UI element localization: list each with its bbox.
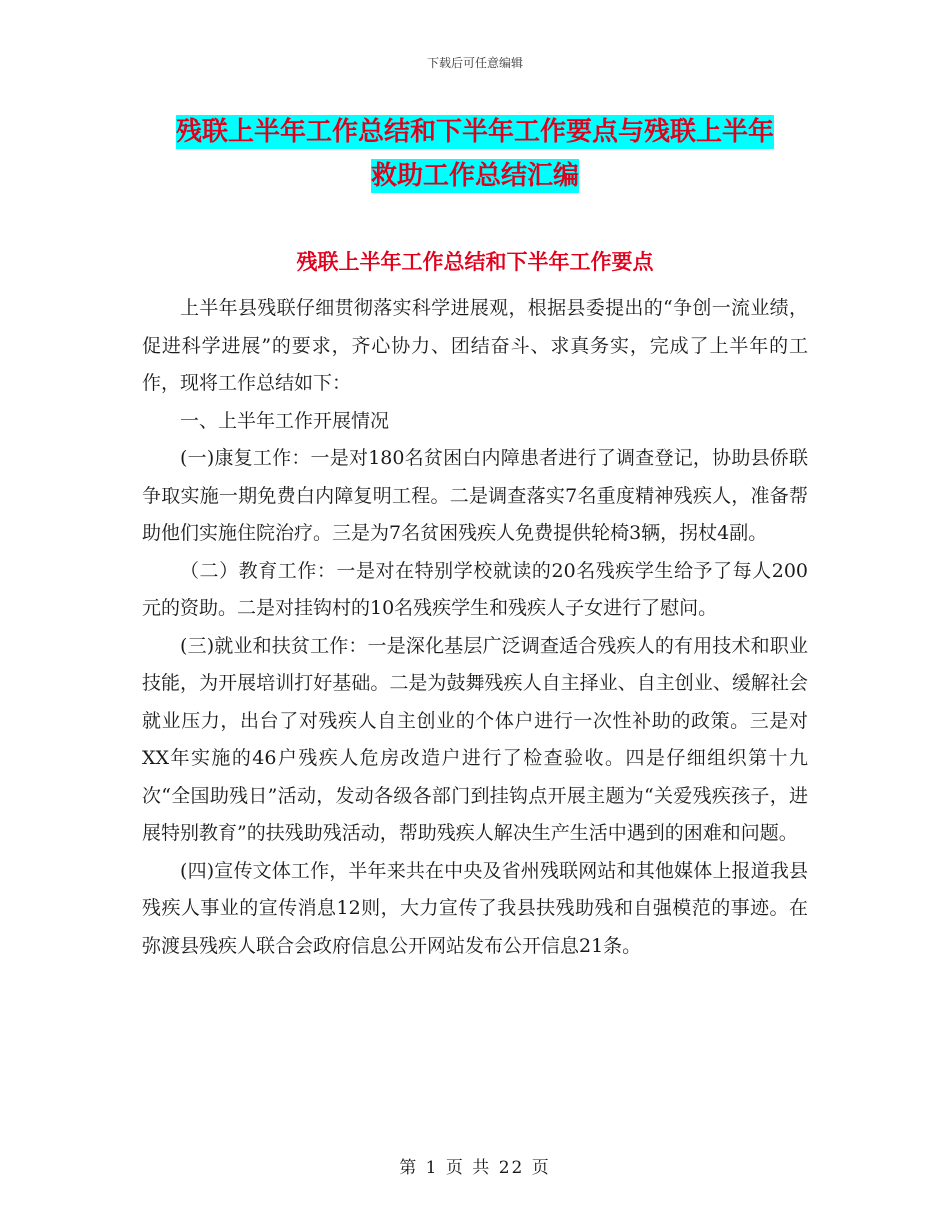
section-title: 残联上半年工作总结和下半年工作要点 — [296, 250, 654, 274]
paragraph-employment: (三)就业和扶贫工作：一是深化基层广泛调查适合残疾人的有用技术和职业技能，为开展培训打好基础。二是为鼓舞残疾人自主择业、自主创业、缓解社会就业压力，出台了对残疾人自主创业的个体户进行一次性补助的政策。三是对XX年实施的46户残疾人危房改造户进行了检查验收。四是仔细组织第十九次“全国助残日”活动，发动各级各部门到挂钩点开展主题为“关爱残疾孩子，进展特别教育”的扶残助残活动，帮助残疾人解决生产生活中遇到的困难和问题。 — [142, 634, 808, 844]
paragraph-education: （二）教育工作：一是对在特别学校就读的20名残疾学生给予了每人200元的资助。二是对挂钩村的10名残疾学生和残疾人子女进行了慰问。 — [142, 559, 808, 619]
paragraph-rehabilitation: (一)康复工作：一是对180名贫困白内障患者进行了调查登记，协助县侨联争取实施一期免费白内障复明工程。二是调查落实7名重度精神残疾人，准备帮助他们实施住院治疗。三是为7名贫困残疾人免费提供轮椅3辆，拐杖4副。 — [142, 447, 808, 544]
document-body — [142, 290, 808, 965]
paragraph-section-heading: 一、上半年工作开展情况 — [180, 409, 390, 432]
paragraph-publicity: (四)宣传文体工作，半年来共在中央及省州残联网站和其他媒体上报道我县残疾人事业的宣传消息12则，大力宣传了我县扶残助残和自强模范的事迹。在弥渡县残疾人联合会政府信息公开网站发布公开信息21条。 — [142, 859, 808, 957]
document-main-title — [0, 110, 950, 198]
main-title-line-2: 救助工作总结汇编 — [370, 161, 579, 191]
header-note: 下载后可任意编辑 — [426, 56, 523, 70]
page-footer: 第 1 页 共 22 页 — [399, 1158, 551, 1178]
main-title-line-1: 残联上半年工作总结和下半年工作要点与残联上半年 — [175, 117, 774, 147]
paragraph-intro: 上半年县残联仔细贯彻落实科学进展观，根据县委提出的“争创一流业绩，促进科学进展”的要求，齐心协力、团结奋斗、求真务实，完成了上半年的工作，现将工作总结如下： — [142, 297, 808, 394]
